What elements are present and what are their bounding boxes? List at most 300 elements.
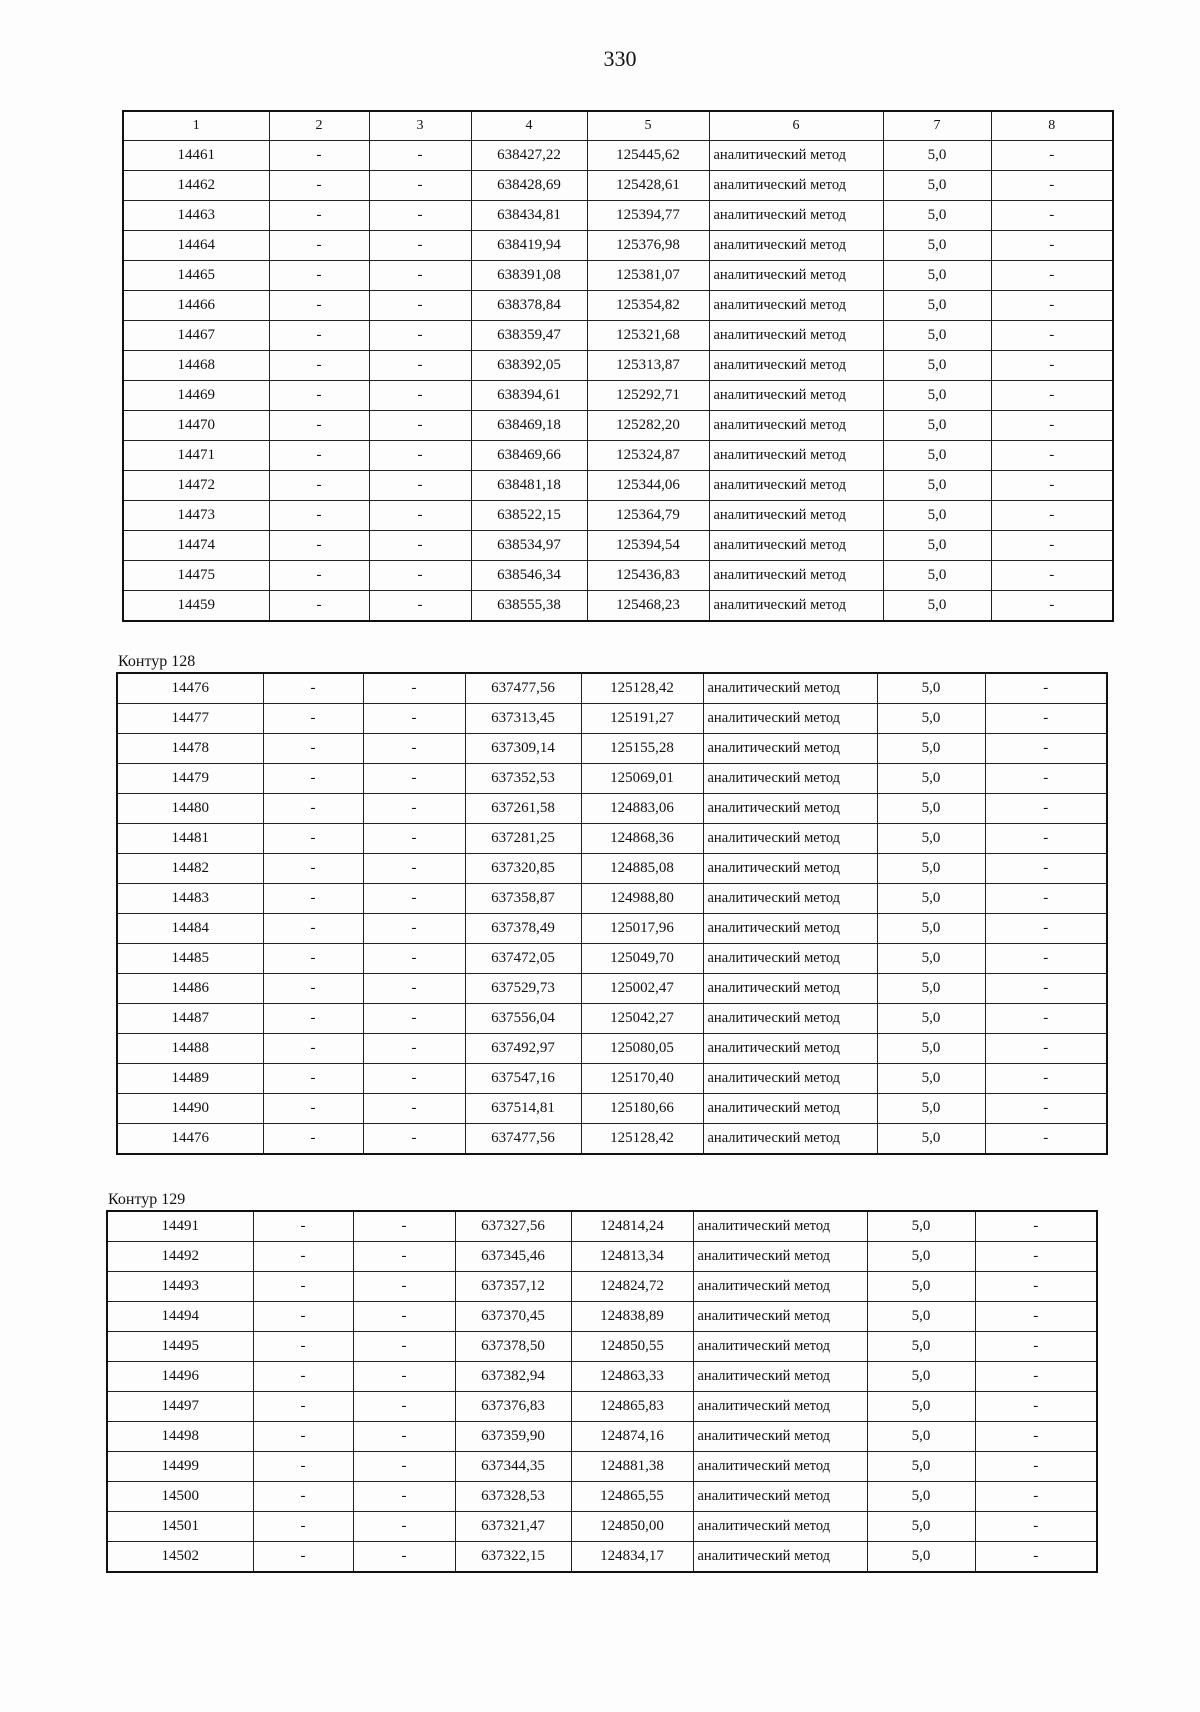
col3-cell: - [369,291,471,321]
col8-cell: - [991,201,1113,231]
method-cell: аналитический метод [693,1211,867,1242]
x-coordinate-cell: 638534,97 [471,531,587,561]
accuracy-cell: 5,0 [867,1332,975,1362]
col8-cell: - [985,704,1107,734]
col3-cell: - [369,411,471,441]
col2-cell: - [263,854,363,884]
header-row [123,111,1113,141]
col8-cell: - [975,1512,1097,1542]
y-coordinate-cell: 125313,87 [587,351,709,381]
y-coordinate-cell: 125191,27 [581,704,703,734]
x-coordinate-cell: 637357,12 [455,1272,571,1302]
col2-cell: - [263,704,363,734]
col3-cell: - [363,884,465,914]
accuracy-cell: 5,0 [877,1064,985,1094]
x-coordinate-cell: 637328,53 [455,1482,571,1512]
col2-cell: - [269,141,369,171]
accuracy-cell: 5,0 [877,824,985,854]
accuracy-cell: 5,0 [867,1302,975,1332]
col8-cell: - [985,734,1107,764]
method-cell: аналитический метод [709,351,883,381]
coordinates-table-contour-129 [106,1210,1098,1573]
accuracy-cell: 5,0 [867,1242,975,1272]
method-cell: аналитический метод [709,171,883,201]
col8-cell: - [991,471,1113,501]
x-coordinate-cell: 637359,90 [455,1422,571,1452]
table-row [117,944,1107,974]
point-number-cell: 14470 [123,411,269,441]
y-coordinate-cell: 125128,42 [581,673,703,704]
col8-cell: - [975,1302,1097,1332]
table-row [123,381,1113,411]
col3-cell: - [353,1482,455,1512]
col3-cell: - [353,1392,455,1422]
method-cell: аналитический метод [693,1422,867,1452]
y-coordinate-cell: 125354,82 [587,291,709,321]
accuracy-cell: 5,0 [877,1004,985,1034]
table-row [107,1452,1097,1482]
col8-cell: - [985,854,1107,884]
col8-cell: - [975,1332,1097,1362]
col2-cell: - [269,441,369,471]
accuracy-cell: 5,0 [877,1034,985,1064]
col2-cell: - [269,531,369,561]
x-coordinate-cell: 638428,69 [471,171,587,201]
col3-cell: - [369,471,471,501]
col3-cell: - [369,381,471,411]
table-row [117,854,1107,884]
col3-cell: - [363,944,465,974]
table-row [123,261,1113,291]
col8-cell: - [985,884,1107,914]
y-coordinate-cell: 125321,68 [587,321,709,351]
method-cell: аналитический метод [693,1392,867,1422]
col2-cell: - [269,261,369,291]
method-cell: аналитический метод [709,411,883,441]
table-row [123,471,1113,501]
x-coordinate-cell: 637344,35 [455,1452,571,1482]
point-number-cell: 14493 [107,1272,253,1302]
col2-cell: - [263,1004,363,1034]
col2-cell: - [253,1542,353,1573]
method-cell: аналитический метод [703,1004,877,1034]
col2-cell: - [253,1392,353,1422]
x-coordinate-cell: 638434,81 [471,201,587,231]
y-coordinate-cell: 124874,16 [571,1422,693,1452]
y-coordinate-cell: 124881,38 [571,1452,693,1482]
x-coordinate-cell: 637492,97 [465,1034,581,1064]
col8-cell: - [975,1211,1097,1242]
y-coordinate-cell: 124834,17 [571,1542,693,1573]
col3-cell: - [353,1542,455,1573]
col3-cell: - [363,764,465,794]
col8-cell: - [975,1392,1097,1422]
page-number: 330 [603,46,637,71]
method-cell: аналитический метод [693,1542,867,1573]
col3-cell: - [363,734,465,764]
table-row [117,1034,1107,1064]
col3-cell: - [353,1452,455,1482]
point-number-cell: 14497 [107,1392,253,1422]
method-cell: аналитический метод [703,1034,877,1064]
col8-cell: - [985,1064,1107,1094]
col2-cell: - [269,171,369,201]
method-cell: аналитический метод [703,1094,877,1124]
col2-cell: - [269,231,369,261]
table-row [107,1332,1097,1362]
accuracy-cell: 5,0 [883,441,991,471]
col8-cell: - [991,291,1113,321]
x-coordinate-cell: 638522,15 [471,501,587,531]
col8-cell: - [991,351,1113,381]
y-coordinate-cell: 125436,83 [587,561,709,591]
col8-cell: - [991,591,1113,622]
method-cell: аналитический метод [693,1302,867,1332]
method-cell: аналитический метод [703,824,877,854]
table-row [123,351,1113,381]
table-row [107,1272,1097,1302]
table-row [107,1242,1097,1272]
accuracy-cell: 5,0 [883,291,991,321]
col3-cell: - [363,854,465,884]
method-cell: аналитический метод [709,321,883,351]
point-number-cell: 14501 [107,1512,253,1542]
x-coordinate-cell: 638555,38 [471,591,587,622]
x-coordinate-cell: 638359,47 [471,321,587,351]
col2-cell: - [269,471,369,501]
y-coordinate-cell: 125080,05 [581,1034,703,1064]
point-number-cell: 14492 [107,1242,253,1272]
col2-cell: - [263,794,363,824]
accuracy-cell: 5,0 [883,531,991,561]
col2-cell: - [269,201,369,231]
col2-cell: - [269,321,369,351]
accuracy-cell: 5,0 [877,884,985,914]
accuracy-cell: 5,0 [877,764,985,794]
col2-cell: - [263,734,363,764]
point-number-cell: 14477 [117,704,263,734]
x-coordinate-cell: 638378,84 [471,291,587,321]
table-row [123,531,1113,561]
col3-cell: - [353,1211,455,1242]
accuracy-cell: 5,0 [867,1392,975,1422]
col8-cell: - [985,673,1107,704]
accuracy-cell: 5,0 [877,944,985,974]
method-cell: аналитический метод [703,704,877,734]
method-cell: аналитический метод [693,1512,867,1542]
method-cell: аналитический метод [709,591,883,622]
accuracy-cell: 5,0 [877,1094,985,1124]
col8-cell: - [985,1094,1107,1124]
table-row [117,1094,1107,1124]
col3-cell: - [369,561,471,591]
point-number-cell: 14466 [123,291,269,321]
x-coordinate-cell: 637321,47 [455,1512,571,1542]
col3-cell: - [353,1302,455,1332]
col3-cell: - [369,531,471,561]
point-number-cell: 14478 [117,734,263,764]
table-row [123,501,1113,531]
x-coordinate-cell: 637556,04 [465,1004,581,1034]
accuracy-cell: 5,0 [883,591,991,622]
col3-cell: - [363,794,465,824]
x-coordinate-cell: 638427,22 [471,141,587,171]
accuracy-cell: 5,0 [867,1362,975,1392]
col8-cell: - [975,1422,1097,1452]
col3-cell: - [363,1034,465,1064]
col8-cell: - [975,1362,1097,1392]
col8-cell: - [975,1482,1097,1512]
y-coordinate-cell: 125381,07 [587,261,709,291]
y-coordinate-cell: 124813,34 [571,1242,693,1272]
col8-cell: - [985,824,1107,854]
point-number-cell: 14502 [107,1542,253,1573]
x-coordinate-cell: 638394,61 [471,381,587,411]
col8-cell: - [991,381,1113,411]
y-coordinate-cell: 125394,54 [587,531,709,561]
x-coordinate-cell: 637261,58 [465,794,581,824]
col3-cell: - [353,1332,455,1362]
x-coordinate-cell: 637378,50 [455,1332,571,1362]
col2-cell: - [263,1034,363,1064]
table-row [117,914,1107,944]
x-coordinate-cell: 637313,45 [465,704,581,734]
col2-cell: - [263,974,363,1004]
col2-cell: - [263,944,363,974]
accuracy-cell: 5,0 [867,1422,975,1452]
col3-cell: - [369,591,471,622]
col8-cell: - [991,441,1113,471]
y-coordinate-cell: 125428,61 [587,171,709,201]
method-cell: аналитический метод [703,1124,877,1155]
col3-cell: - [369,441,471,471]
point-number-cell: 14500 [107,1482,253,1512]
accuracy-cell: 5,0 [877,1124,985,1155]
column-header: 6 [709,111,883,141]
accuracy-cell: 5,0 [877,794,985,824]
accuracy-cell: 5,0 [877,974,985,1004]
method-cell: аналитический метод [709,201,883,231]
method-cell: аналитический метод [703,854,877,884]
x-coordinate-cell: 637382,94 [455,1362,571,1392]
col2-cell: - [253,1211,353,1242]
accuracy-cell: 5,0 [883,381,991,411]
y-coordinate-cell: 125180,66 [581,1094,703,1124]
y-coordinate-cell: 125017,96 [581,914,703,944]
x-coordinate-cell: 638546,34 [471,561,587,591]
point-number-cell: 14489 [117,1064,263,1094]
method-cell: аналитический метод [693,1332,867,1362]
y-coordinate-cell: 125282,20 [587,411,709,441]
accuracy-cell: 5,0 [883,471,991,501]
accuracy-cell: 5,0 [867,1272,975,1302]
table-row [123,441,1113,471]
y-coordinate-cell: 125170,40 [581,1064,703,1094]
table-row [107,1542,1097,1573]
point-number-cell: 14486 [117,974,263,1004]
method-cell: аналитический метод [703,734,877,764]
col3-cell: - [369,351,471,381]
method-cell: аналитический метод [703,884,877,914]
table-row [123,591,1113,622]
accuracy-cell: 5,0 [867,1542,975,1573]
point-number-cell: 14474 [123,531,269,561]
point-number-cell: 14476 [117,1124,263,1155]
col2-cell: - [263,1124,363,1155]
col8-cell: - [991,321,1113,351]
accuracy-cell: 5,0 [877,734,985,764]
col2-cell: - [269,351,369,381]
point-number-cell: 14488 [117,1034,263,1064]
col3-cell: - [363,704,465,734]
col3-cell: - [369,171,471,201]
col3-cell: - [369,501,471,531]
col8-cell: - [985,944,1107,974]
point-number-cell: 14463 [123,201,269,231]
col3-cell: - [369,201,471,231]
x-coordinate-cell: 637309,14 [465,734,581,764]
col3-cell: - [369,231,471,261]
table-row [117,673,1107,704]
table-row [123,201,1113,231]
point-number-cell: 14462 [123,171,269,201]
x-coordinate-cell: 637320,85 [465,854,581,884]
col2-cell: - [263,914,363,944]
point-number-cell: 14483 [117,884,263,914]
point-number-cell: 14481 [117,824,263,854]
table-row [107,1422,1097,1452]
accuracy-cell: 5,0 [883,141,991,171]
accuracy-cell: 5,0 [867,1482,975,1512]
coordinates-table-contour-128 [116,672,1108,1155]
accuracy-cell: 5,0 [883,561,991,591]
col8-cell: - [991,261,1113,291]
point-number-cell: 14468 [123,351,269,381]
col2-cell: - [263,1064,363,1094]
y-coordinate-cell: 124814,24 [571,1211,693,1242]
accuracy-cell: 5,0 [883,411,991,441]
point-number-cell: 14472 [123,471,269,501]
col3-cell: - [353,1422,455,1452]
col2-cell: - [253,1302,353,1332]
section-label: Контур 129 [108,1191,186,1208]
table-row [107,1211,1097,1242]
table-row [117,824,1107,854]
x-coordinate-cell: 638469,18 [471,411,587,441]
table-row [107,1392,1097,1422]
point-number-cell: 14479 [117,764,263,794]
accuracy-cell: 5,0 [883,321,991,351]
x-coordinate-cell: 637352,53 [465,764,581,794]
col8-cell: - [975,1452,1097,1482]
table-row [107,1512,1097,1542]
col2-cell: - [253,1452,353,1482]
col2-cell: - [263,884,363,914]
accuracy-cell: 5,0 [867,1512,975,1542]
method-cell: аналитический метод [703,914,877,944]
column-header: 1 [123,111,269,141]
col3-cell: - [363,1004,465,1034]
y-coordinate-cell: 124850,00 [571,1512,693,1542]
col8-cell: - [985,794,1107,824]
point-number-cell: 14476 [117,673,263,704]
col3-cell: - [353,1242,455,1272]
table-row [117,794,1107,824]
y-coordinate-cell: 125376,98 [587,231,709,261]
col2-cell: - [269,411,369,441]
col2-cell: - [269,381,369,411]
table-row [123,231,1113,261]
accuracy-cell: 5,0 [877,914,985,944]
table-row [117,1064,1107,1094]
col8-cell: - [991,531,1113,561]
column-header: 4 [471,111,587,141]
table-row [117,704,1107,734]
y-coordinate-cell: 125069,01 [581,764,703,794]
col3-cell: - [369,261,471,291]
col2-cell: - [253,1242,353,1272]
accuracy-cell: 5,0 [877,854,985,884]
x-coordinate-cell: 637477,56 [465,673,581,704]
col2-cell: - [253,1482,353,1512]
coordinates-section-contour-129 [106,1190,1098,1573]
y-coordinate-cell: 124863,33 [571,1362,693,1392]
method-cell: аналитический метод [709,231,883,261]
y-coordinate-cell: 125445,62 [587,141,709,171]
coordinates-section-contour-128 [116,652,1108,1155]
x-coordinate-cell: 637472,05 [465,944,581,974]
col8-cell: - [975,1272,1097,1302]
table-row [107,1362,1097,1392]
col2-cell: - [269,501,369,531]
col8-cell: - [991,501,1113,531]
method-cell: аналитический метод [693,1272,867,1302]
col3-cell: - [363,1064,465,1094]
column-header: 7 [883,111,991,141]
col8-cell: - [991,141,1113,171]
method-cell: аналитический метод [703,794,877,824]
col8-cell: - [991,561,1113,591]
table-row [117,1124,1107,1155]
y-coordinate-cell: 124865,83 [571,1392,693,1422]
method-cell: аналитический метод [693,1482,867,1512]
x-coordinate-cell: 637547,16 [465,1064,581,1094]
method-cell: аналитический метод [703,944,877,974]
col2-cell: - [253,1362,353,1392]
column-header: 3 [369,111,471,141]
point-number-cell: 14459 [123,591,269,622]
point-number-cell: 14464 [123,231,269,261]
point-number-cell: 14495 [107,1332,253,1362]
point-number-cell: 14480 [117,794,263,824]
x-coordinate-cell: 638481,18 [471,471,587,501]
point-number-cell: 14485 [117,944,263,974]
col2-cell: - [263,764,363,794]
method-cell: аналитический метод [709,291,883,321]
y-coordinate-cell: 124865,55 [571,1482,693,1512]
accuracy-cell: 5,0 [883,351,991,381]
col3-cell: - [363,673,465,704]
col2-cell: - [269,291,369,321]
col3-cell: - [369,321,471,351]
col8-cell: - [985,764,1107,794]
y-coordinate-cell: 125128,42 [581,1124,703,1155]
col3-cell: - [363,1094,465,1124]
method-cell: аналитический метод [703,1064,877,1094]
y-coordinate-cell: 124988,80 [581,884,703,914]
point-number-cell: 14487 [117,1004,263,1034]
table-row [107,1302,1097,1332]
